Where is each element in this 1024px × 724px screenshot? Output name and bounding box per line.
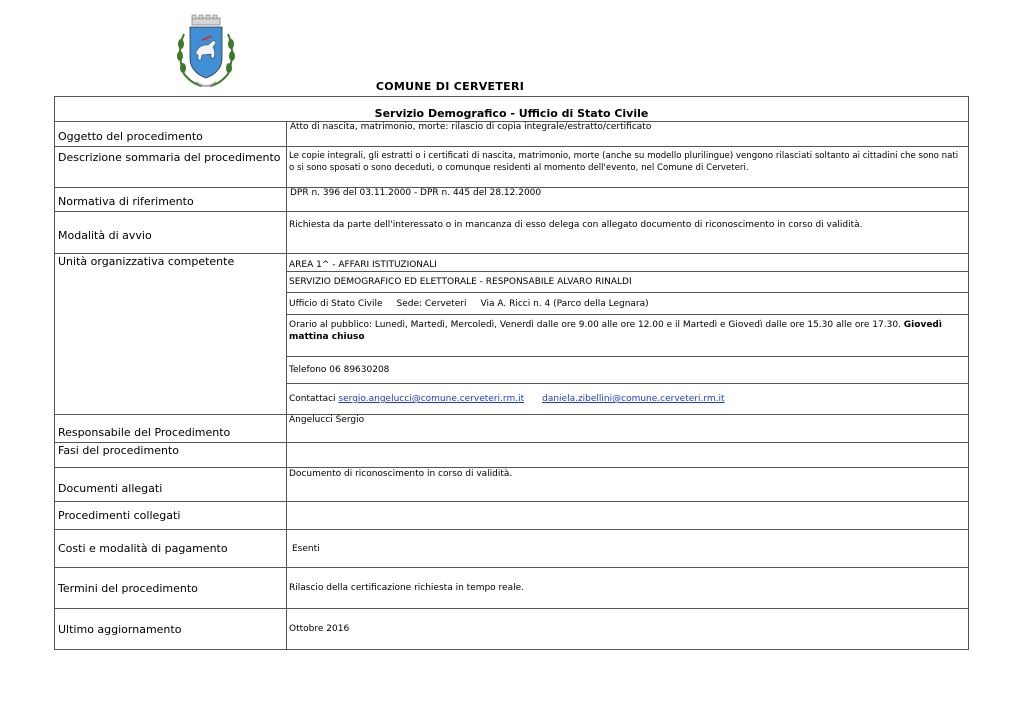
table-row — [55, 415, 969, 443]
row-value-telefono: Telefono 06 89630208 — [287, 357, 969, 384]
table-row — [55, 502, 969, 530]
table-header-row — [55, 97, 969, 122]
sede-text: Sede: Cerveteri — [396, 298, 467, 309]
row-value-normativa: DPR n. 396 del 03.11.2000 - DPR n. 445 del 28.12.2000 — [287, 188, 969, 212]
table-row — [55, 147, 969, 188]
row-value-descrizione: Le copie integrali, gli estratti o i certificati di nascita, matrimonio, morte (anche su modello plurilingue) vengono rilasciati soltanto ai cittadini che sono nati o si sono sposati o sono deceduti, o comunque residenti al momento dell'evento, nel Comune di Cerveteri. — [287, 147, 969, 188]
row-value-fasi — [287, 443, 969, 468]
via-text: Via A. Ricci n. 4 (Parco della Legnara) — [480, 298, 649, 309]
row-label-descrizione: Descrizione sommaria del procedimento — [55, 147, 287, 188]
table-row — [55, 443, 969, 468]
table-row — [55, 122, 969, 147]
row-label-aggiornamento: Ultimo aggiornamento — [55, 609, 287, 650]
email-link-angelucci[interactable]: sergio.angelucci@comune.cerveteri.rm.it — [338, 394, 525, 404]
row-label-responsabile: Responsabile del Procedimento — [55, 415, 287, 443]
row-label-unita: Unità organizzativa competente — [55, 254, 287, 415]
row-label-modalita: Modalità di avvio — [55, 212, 287, 254]
row-value-area: AREA 1^ - AFFARI ISTITUZIONALI — [287, 254, 969, 272]
email-link-zibellini[interactable]: daniela.zibellini@comune.cerveteri.rm.it — [542, 394, 725, 404]
row-value-documenti: Documento di riconoscimento in corso di validità. — [287, 468, 969, 502]
procedure-table — [54, 96, 969, 650]
row-label-costi: Costi e modalità di pagamento — [55, 530, 287, 568]
row-label-oggetto: Oggetto del procedimento — [55, 122, 287, 147]
contatti-label: Contattaci — [289, 394, 336, 404]
comune-title: COMUNE DI CERVETERI — [375, 80, 525, 93]
row-label-termini: Termini del procedimento — [55, 568, 287, 609]
table-row — [55, 609, 969, 650]
row-value-servizio: SERVIZIO DEMOGRAFICO ED ELETTORALE - RESPONSABILE ALVARO RINALDI — [287, 272, 969, 293]
service-title: Servizio Demografico - Ufficio di Stato Civile — [55, 97, 969, 122]
table-row — [55, 212, 969, 254]
ufficio-text: Ufficio di Stato Civile — [289, 298, 383, 309]
row-value-aggiornamento: Ottobre 2016 — [287, 609, 969, 650]
row-value-orario — [287, 315, 969, 357]
row-value-costi: Esenti — [287, 530, 969, 568]
row-value-oggetto: Atto di nascita, matrimonio, morte: rilascio di copia integrale/estratto/certificato — [287, 122, 969, 147]
row-value-contatti — [287, 384, 969, 415]
orario-bold-text: Giovedì mattina chiuso — [289, 320, 942, 342]
row-label-collegati: Procedimenti collegati — [55, 502, 287, 530]
table-row — [55, 254, 969, 272]
row-value-ufficio — [287, 293, 969, 315]
row-value-modalita: Richiesta da parte dell'interessato o in mancanza di esso delega con allegato documento di riconoscimento in corso di validità. — [287, 212, 969, 254]
orario-text: Orario al pubblico: Lunedì, Martedì, Mercoledì, Venerdì dalle ore 9.00 alle ore 12.00 e il Martedì e Giovedì dalle ore 15.30 alle ore 17.30. — [289, 320, 901, 330]
table-row — [55, 530, 969, 568]
row-label-documenti: Documenti allegati — [55, 468, 287, 502]
coat-of-arms-logo — [172, 12, 240, 92]
row-value-termini: Rilascio della certificazione richiesta in tempo reale. — [287, 568, 969, 609]
table-row — [55, 188, 969, 212]
row-value-responsabile: Angelucci Sergio — [287, 415, 969, 443]
row-value-collegati — [287, 502, 969, 530]
row-label-normativa: Normativa di riferimento — [55, 188, 287, 212]
row-label-fasi: Fasi del procedimento — [55, 443, 287, 468]
table-row — [55, 468, 969, 502]
table-row — [55, 568, 969, 609]
